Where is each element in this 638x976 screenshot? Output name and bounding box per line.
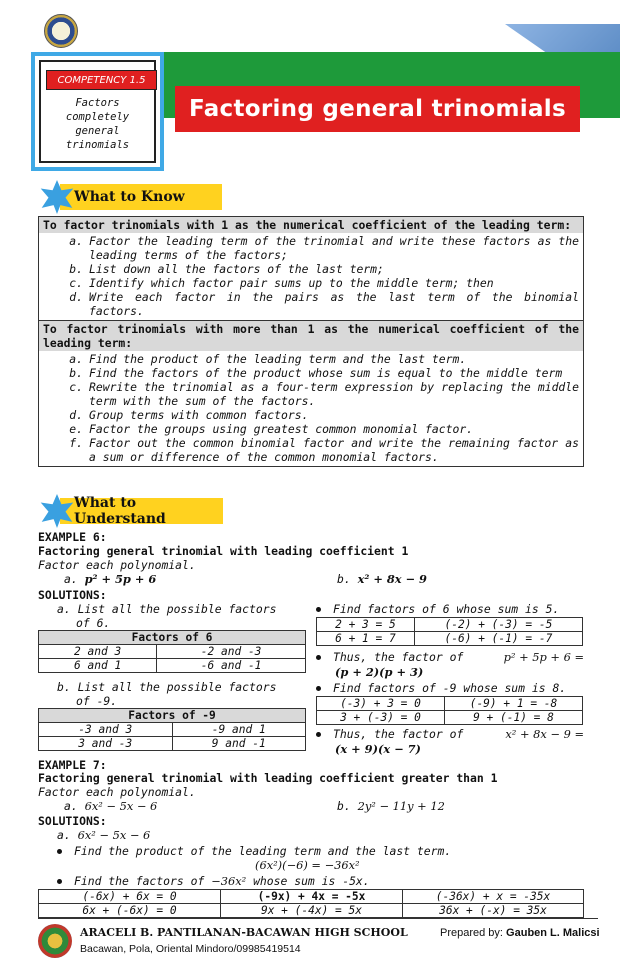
list-item: a. Factor the leading term of the trinomial and write these factors as the leading terms of the factors; [69, 234, 579, 262]
example6-title: Factoring general trinomial with leading coefficient 1 [38, 544, 409, 558]
ex6-step-a-text-2: of 6. [76, 616, 111, 630]
ex6-result-a: (p + 2)(p + 3) [335, 665, 424, 679]
bullet-icon [57, 879, 62, 884]
list-item: c. Identify which factor pair sums up to the middle term; then [69, 276, 494, 290]
list-item: b. List down all the factors of the last term; [69, 262, 384, 276]
table-row: 2 + 3 = 5 (-2) + (-3) = -5 [317, 618, 583, 632]
bullet-icon [316, 607, 321, 612]
factors-of-6-table [38, 630, 306, 673]
prepared-by: Prepared by: Gauben L. Malicsi [440, 927, 600, 939]
list-item: b. Find the factors of the product whose sum is equal to the middle term [69, 366, 563, 380]
ex7-bullet-product: Find the product of the leading term and the last term. [57, 844, 451, 858]
list-item: d. Write each factor in the pairs as the last term of the binomial factors. [69, 290, 579, 318]
ex6-thus-a: Thus, the factor of p² + 5p + 6 = [316, 650, 584, 664]
example6-item-a: a. p² + 5p + 6 [64, 572, 157, 586]
table-row: 3 + (-3) = 0 9 + (-1) = 8 [317, 711, 583, 725]
footer-divider [38, 918, 598, 919]
ex6-step-b-text: b. List all the possible factors [57, 680, 277, 694]
competency-description: Factors completely general trinomials [65, 97, 130, 151]
bullet-icon [316, 655, 321, 660]
list-item: a. Find the product of the leading term and the last term. [69, 352, 467, 366]
ex6-thus-b: Thus, the factor of x² + 8x − 9 = [316, 727, 584, 741]
ex7-factor-sums-table [38, 889, 584, 918]
list-item: d. Group terms with common factors. [69, 408, 309, 422]
table-row: 6 + 1 = 7 (-6) + (-1) = -7 [317, 632, 583, 646]
sum-of-6-factors-table [316, 617, 583, 646]
sum-of-neg9-factors-table [316, 696, 583, 725]
list-item: c. Rewrite the trinomial as a four-term expression by replacing the middle term with the sum of the factors. [69, 380, 579, 408]
bullet-icon [316, 686, 321, 691]
table-row: -3 and 3 -9 and 1 [39, 723, 306, 737]
ex7-product-expression: (6x²)(−6) = −36x² [255, 858, 360, 872]
bullet-icon [57, 849, 62, 854]
list-item: e. Factor the groups using greatest common monomial factor. [69, 422, 474, 436]
table-row: 3 and -3 9 and -1 [39, 737, 306, 751]
example6-item-b: b. x² + 8x − 9 [337, 572, 427, 586]
factors-of-neg9-table [38, 708, 306, 751]
example7-item-b: b. 2y² − 11y + 12 [337, 799, 445, 813]
table-row: 2 and 3 -2 and -3 [39, 645, 306, 659]
list-item: f. Factor out the common binomial factor and write the remaining factor as a sum or difference of the common monomial factors. [69, 436, 579, 464]
part1-heading: To factor trinomials with 1 as the numerical coefficient of the leading term: [39, 217, 583, 233]
title-banner [175, 86, 580, 132]
competency-box [31, 52, 164, 171]
part1-list [39, 233, 583, 320]
part2-list [39, 351, 583, 466]
example7-solution-a: a. 6x² − 5x − 6 [57, 828, 151, 842]
what-to-know-box [38, 216, 584, 467]
ex6-step-a-text: a. List all the possible factors [57, 602, 277, 616]
school-logo-icon [38, 924, 72, 958]
what-to-know-label: What to Know [60, 184, 222, 210]
what-to-understand-label: What to Understand [60, 498, 223, 524]
table-row: (-3) + 3 = 0 (-9) + 1 = -8 [317, 697, 583, 711]
ex6-bullet-sum-5: Find factors of 6 whose sum is 5. [316, 602, 559, 616]
bullet-icon [316, 732, 321, 737]
table-row: (-6x) + 6x = 0 (-9x) + 4x = -5x (-36x) + x = -35x [39, 890, 584, 904]
example7-solutions-label: SOLUTIONS: [38, 814, 107, 828]
example7-instructions: Factor each polynomial. [38, 785, 196, 799]
example7-heading: EXAMPLE 7: [38, 758, 107, 772]
table-header: Factors of 6 [39, 631, 306, 645]
page-title: Factoring general trinomials [189, 96, 566, 122]
example7-title: Factoring general trinomial with leading coefficient greater than 1 [38, 771, 498, 785]
ex6-result-b: (x + 9)(x − 7) [335, 742, 421, 756]
example6-solutions-label: SOLUTIONS: [38, 588, 107, 602]
table-row: 6x + (-6x) = 0 9x + (-4x) = 5x 36x + (-x) = 35x [39, 904, 584, 918]
school-name: ARACELI B. PANTILANAN-BACAWAN HIGH SCHOOL [80, 926, 408, 939]
ex6-bullet-sum-8: Find factors of -9 whose sum is 8. [316, 681, 566, 695]
competency-label: COMPETENCY 1.5 [46, 70, 157, 90]
deped-seal-icon [44, 14, 78, 48]
example7-item-a: a. 6x² − 5x − 6 [64, 799, 158, 813]
ex7-bullet-factors: Find the factors of −36x² whose sum is -5x. [57, 874, 370, 888]
ex6-step-b-text-2: of -9. [76, 694, 118, 708]
example6-heading: EXAMPLE 6: [38, 530, 107, 544]
school-address: Bacawan, Pola, Oriental Mindoro/09985419514 [80, 943, 301, 955]
part2-heading: To factor trinomials with more than 1 as the numerical coefficient of the leading term: [39, 320, 583, 351]
table-row: 6 and 1 -6 and -1 [39, 659, 306, 673]
example6-instructions: Factor each polynomial. [38, 558, 196, 572]
table-header: Factors of -9 [39, 709, 306, 723]
